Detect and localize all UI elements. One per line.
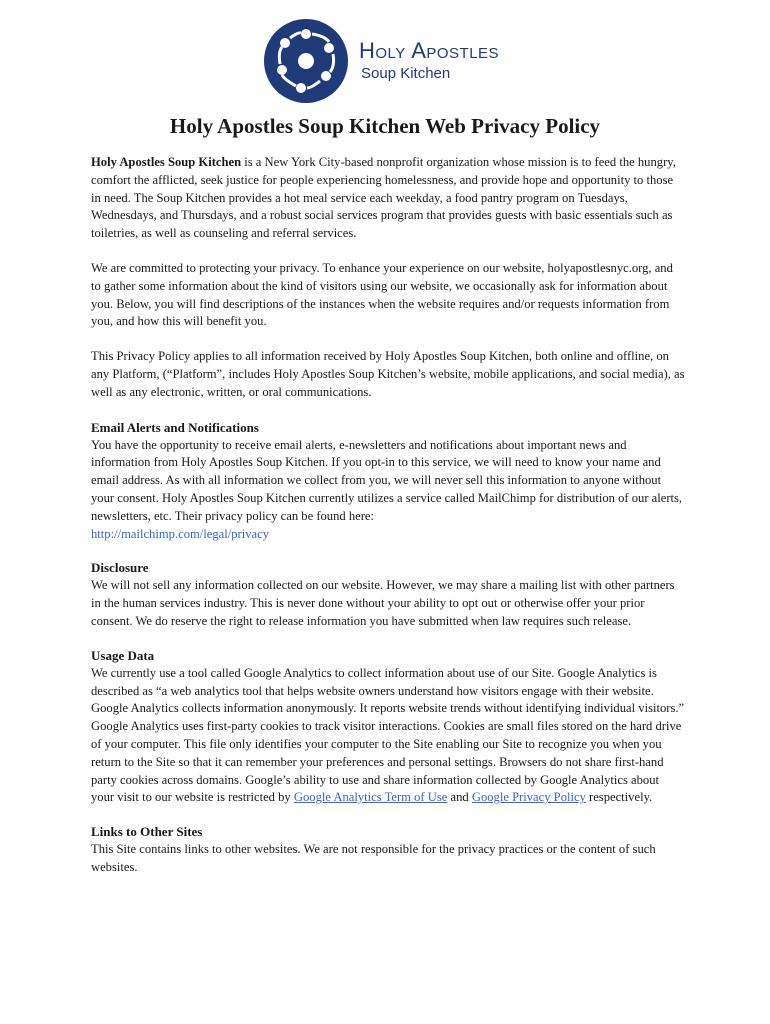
- links-text: This Site contains links to other websites. We are not responsible for the privacy practices or the content of such websites.: [91, 842, 656, 874]
- policy-body: [91, 154, 685, 893]
- links-heading: Links to Other Sites: [91, 824, 203, 840]
- logo-name: Holy Apostles: [359, 38, 500, 63]
- logo: [263, 18, 499, 104]
- email-text: You have the opportunity to receive email alerts, e-newsletters and notifications about important news and information from Holy Apostles Soup Kitchen. If you opt-in to this service, we will need to know your name and email address. As with all information we collect from you, we will never sell this information to anyone without your consent. Holy Apostles Soup Kitchen currently utilizes a service called MailChimp for distribution of our alerts, newsletters, etc. Their privacy policy can be found here: http://mailchimp.com/legal/privacy: [91, 437, 683, 541]
- email-heading: Email Alerts and Notifications: [91, 419, 259, 435]
- usage-heading: Usage Data: [91, 647, 155, 663]
- disclosure-text: We will not sell any information collected on our website. However, we may share a mailing list with other partners in the human services industry. This is never done without your ability to opt out or otherwise offer your prior consent. We do reserve the right to release information you have submitted when law requires such release.: [91, 578, 675, 628]
- logo-subtitle: Soup Kitchen: [361, 65, 451, 82]
- commitment-paragraph: We are committed to protecting your privacy. To enhance your experience on our website, holyapostlesnyc.org, and to gather some information about the kind of visitors using our website, we occasionally ask for information about you. Below, you will find descriptions of the instances when the website requires and/or requests information from you, and how this will benefit you.: [91, 260, 673, 329]
- usage-text: We currently use a tool called Google Analytics to collect information about use of our Site. Google Analytics is described as “a web analytics tool that helps website owners understand how visitors engage with their website. Google Analytics collects information anonymously. It reports website trends without identifying individual visitors.” Google Analytics uses first-party cookies to track visitor interactions. Cookies are small files stored on the hard drive of your computer. This file only identifies your computer to the Site enabling our Site to recognize you when you return to the Site so that it can remember your preferences and personal settings. Browsers do not share first-hand party cookies across domains. Google’s ability to use and share information collected by Google Analytics about your visit to our website is restricted by Google Analytics Term of Use and Google Privacy Policy respectively.: [91, 665, 685, 805]
- google-analytics-terms-link[interactable]: Google Analytics Term of Use: [293, 790, 448, 805]
- scope-paragraph: This Privacy Policy applies to all information received by Holy Apostles Soup Kitchen, both online and offline, on any Platform, (“Platform”, includes Holy Apostles Soup Kitchen’s website, mobile applications, and social media), as well as any electronic, written, or oral communications.: [91, 349, 685, 399]
- email-section: [91, 419, 685, 544]
- logo-emblem-icon: [263, 18, 349, 104]
- google-privacy-policy-link[interactable]: Google Privacy Policy: [471, 790, 586, 805]
- disclosure-heading: Disclosure: [91, 560, 149, 576]
- intro-paragraph: [91, 154, 685, 243]
- intro-text: is a New York City-based nonprofit organization whose mission is to feed the hungry, comfort the afflicted, seek justice for people experiencing homelessness, and provide hope and opportunity to those in need. The Soup Kitchen provides a hot meal service each weekday, a food pantry program on Tuesdays, Wednesdays, and Thursdays, and a robust social services program that provides guests with basic essentials such as toiletries, as well as counseling and referral services.: [91, 155, 676, 241]
- mailchimp-privacy-link[interactable]: http://mailchimp.com/legal/privacy: [91, 526, 270, 541]
- org-name: Holy Apostles Soup Kitchen: [91, 155, 242, 169]
- page-title: Holy Apostles Soup Kitchen Web Privacy Policy: [169, 114, 601, 138]
- disclosure-section: [91, 559, 685, 630]
- usage-section: [91, 647, 685, 807]
- links-section: [91, 823, 685, 877]
